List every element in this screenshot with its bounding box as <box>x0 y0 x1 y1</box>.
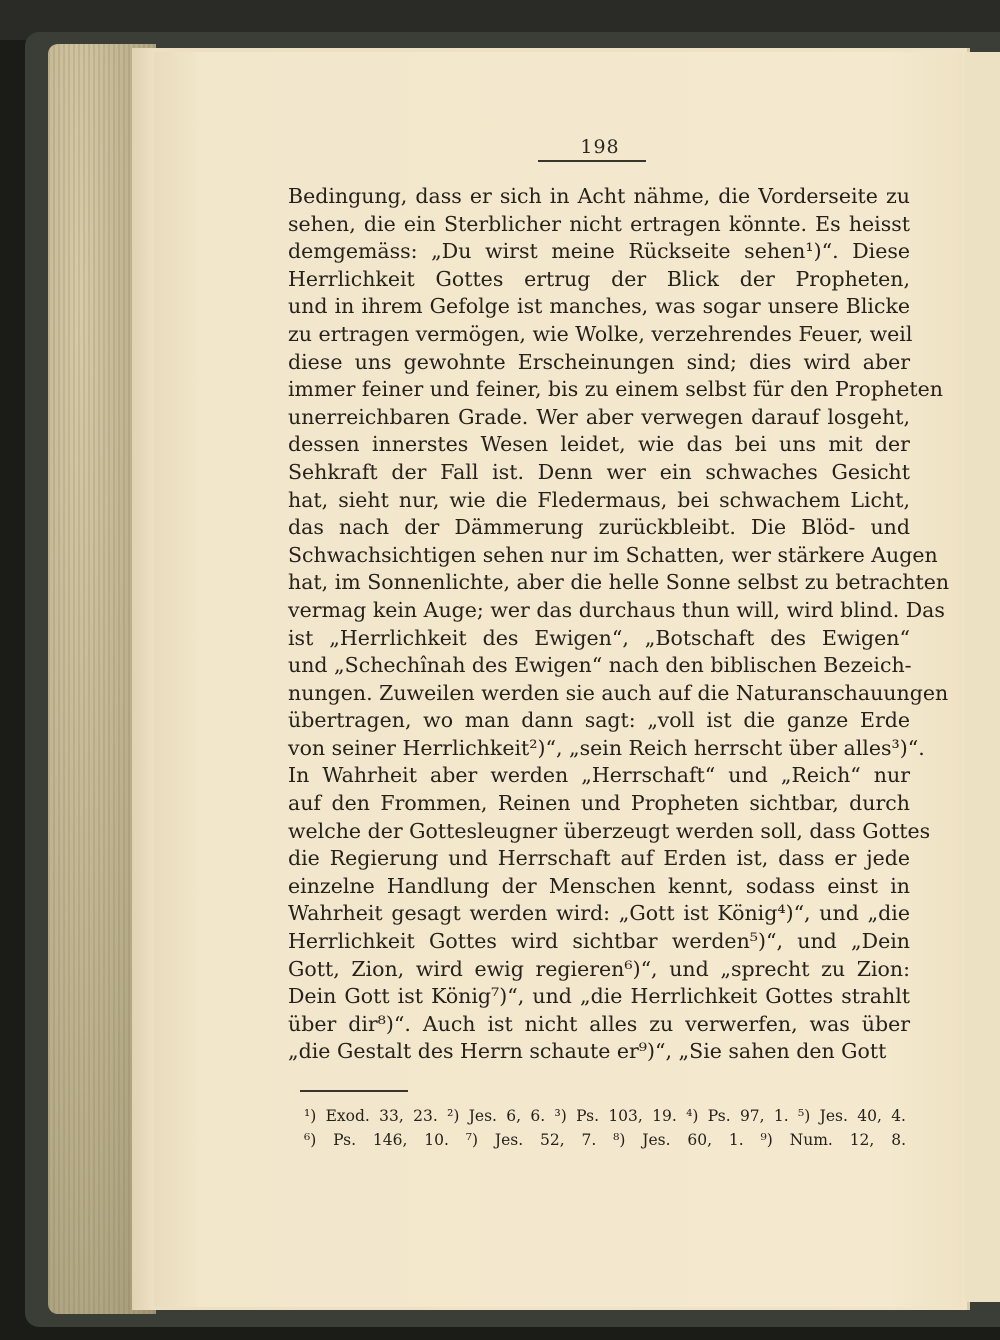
footnotes <box>304 1104 906 1152</box>
text-line: auf den Frommen, Reinen und Propheten sichtbar, durch <box>288 791 910 816</box>
text-line: dessen innerstes Wesen leidet, wie das bei uns mit der <box>288 432 910 457</box>
facing-page-edge <box>965 52 1000 1302</box>
text-line: immer feiner und feiner, bis zu einem selbst für den Propheten <box>288 377 943 402</box>
header-rule <box>538 160 646 162</box>
text-line: übertragen, wo man dann sagt: „voll ist die ganze Erde <box>288 708 910 733</box>
text-line: die Regierung und Herrschaft auf Erden ist, dass er jede <box>288 846 910 871</box>
body-text <box>288 183 950 1066</box>
text-line: Gott, Zion, wird ewig regieren⁶)“, und „sprecht zu Zion: <box>288 956 910 981</box>
text-line: nungen. Zuweilen werden sie auch auf die Naturanschauungen <box>288 680 949 705</box>
footnote-line: ¹) Exod. 33, 23. ²) Jes. 6, 6. ³) Ps. 103, 19. ⁴) Ps. 97, 1. ⁵) Jes. 40, 4. <box>304 1107 906 1125</box>
text-line: das nach der Dämmerung zurückbleibt. Die Blöd- und <box>288 515 910 540</box>
footnote-rule <box>300 1090 408 1092</box>
text-line: welche der Gottesleugner überzeugt werden soll, dass Gottes <box>288 818 931 843</box>
text-line: hat, sieht nur, wie die Fledermaus, bei schwachem Licht, <box>288 487 910 512</box>
text-line: ist „Herrlichkeit des Ewigen“, „Botschaft des Ewigen“ <box>288 625 910 650</box>
text-line: Wahrheit gesagt werden wird: „Gott ist König⁴)“, und „die <box>288 901 910 926</box>
text-line: demgemäss: „Du wirst meine Rückseite sehen¹)“. Diese <box>288 239 910 264</box>
text-line: Dein Gott ist König⁷)“, und „die Herrlichkeit Gottes strahlt <box>288 984 910 1009</box>
text-line: diese uns gewohnte Erscheinungen sind; dies wird aber <box>288 349 910 374</box>
text-line: Herrlichkeit Gottes wird sichtbar werden⁵)“, und „Dein <box>288 929 910 954</box>
text-line: von seiner Herrlichkeit²)“, „sein Reich herrscht über alles³)“. <box>288 735 925 760</box>
text-line: Bedingung, dass er sich in Acht nähme, die Vorderseite zu <box>288 184 910 208</box>
text-line: In Wahrheit aber werden „Herrschaft“ und „Reich“ nur <box>288 763 910 788</box>
text-line: über dir⁸)“. Auch ist nicht alles zu verwerfen, was über <box>288 1011 910 1036</box>
text-line: und „Schechînah des Ewigen“ nach den biblischen Bezeich- <box>288 653 912 678</box>
text-line: „die Gestalt des Herrn schaute er⁹)“, „Sie sahen den Gott <box>288 1039 887 1064</box>
footnote-line: ⁶) Ps. 146, 10. ⁷) Jes. 52, 7. ⁸) Jes. 60, 1. ⁹) Num. 12, 8. <box>304 1131 906 1149</box>
text-line: Sehkraft der Fall ist. Denn wer ein schwaches Gesicht <box>288 459 910 484</box>
text-line: sehen, die ein Sterblicher nicht ertragen könnte. Es heisst <box>288 211 910 236</box>
text-line: und in ihrem Gefolge ist manches, was sogar unsere Blicke <box>288 294 910 319</box>
text-line: vermag kein Auge; wer das durchaus thun will, wird blind. Das <box>288 597 945 622</box>
text-line: Herrlichkeit Gottes ertrug der Blick der Propheten, <box>288 266 910 291</box>
page-number: 198 <box>580 136 620 158</box>
text-line: zu ertragen vermögen, wie Wolke, verzehrendes Feuer, weil <box>288 321 913 346</box>
text-line: Schwachsichtigen sehen nur im Schatten, wer stärkere Augen <box>288 542 938 567</box>
text-line: unerreichbaren Grade. Wer aber verwegen darauf losgeht, <box>288 404 910 429</box>
text-line: einzelne Handlung der Menschen kennt, sodass einst in <box>288 873 910 898</box>
text-line: hat, im Sonnenlichte, aber die helle Sonne selbst zu betrachten <box>288 570 950 595</box>
